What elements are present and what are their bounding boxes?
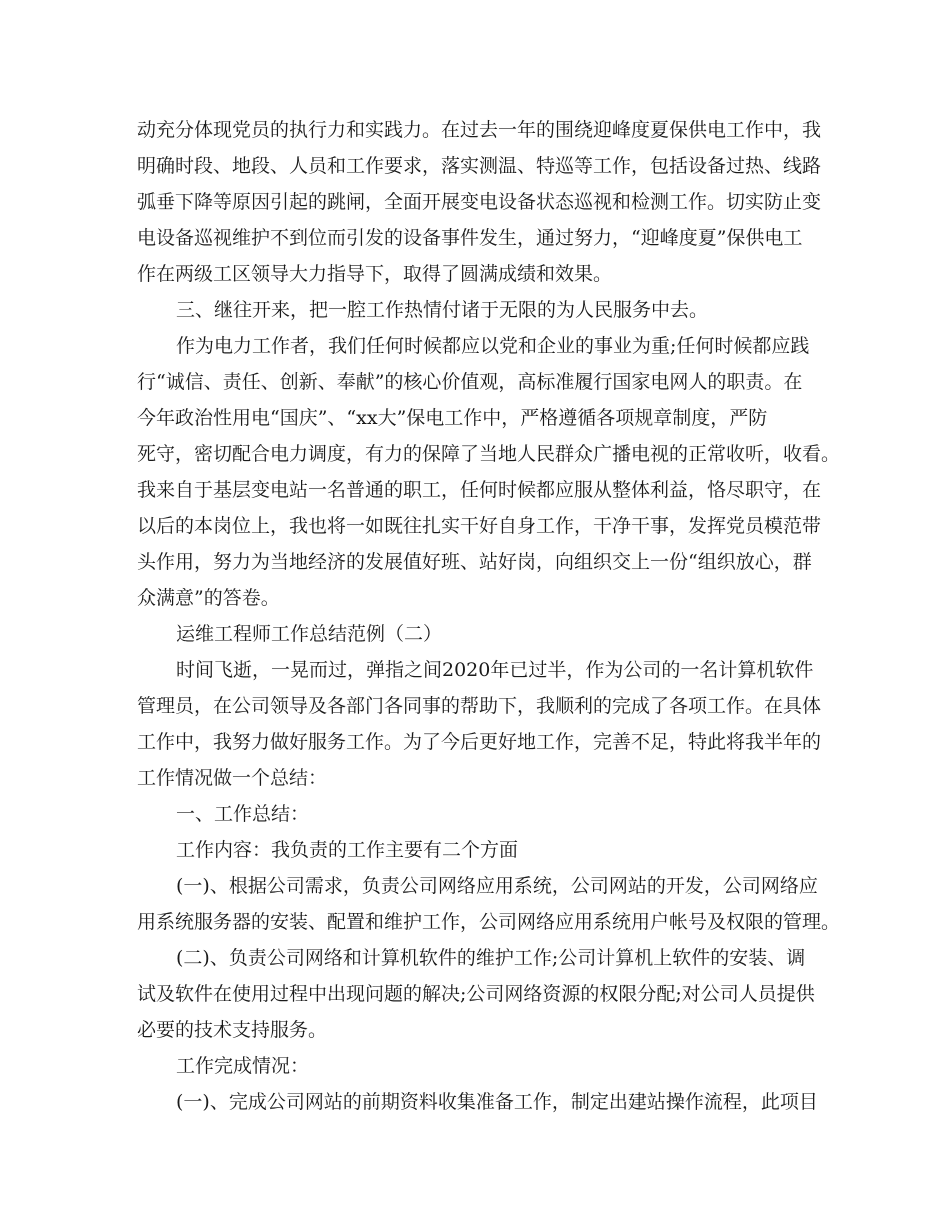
text-line: 用系统服务器的安装、配置和维护工作，公司网络应用系统用户帐号及权限的管理。 [137,911,841,933]
text-line: 电设备巡视维护不到位而引发的设备事件发生，通过努力，“迎峰度夏”保供电工 [137,227,803,249]
text-line: (一)、根据公司需求，负责公司网络应用系统，公司网站的开发，公司网络应 [176,875,818,897]
document-subtitle: 运维工程师工作总结范例（二） [176,623,443,645]
text-line: 必要的技术支持服务。 [137,1019,328,1041]
text-line: 工作内容：我负责的工作主要有二个方面 [176,839,519,861]
text-line: 作为电力工作者，我们任何时候都应以党和企业的事业为重;任何时候都应践 [176,335,810,357]
text-line: 今年政治性用电“国庆”、“xx大”保电工作中，严格遵循各项规章制度，严防 [137,407,768,429]
text-line: 弧垂下降等原因引起的跳闸，全面开展变电设备状态巡视和检测工作。切实防止变 [137,191,822,213]
text-line: 死守，密切配合电力调度，有力的保障了当地人民群众广播电视的正常收听，收看。 [137,443,841,465]
text-line: 试及软件在使用过程中出现问题的解决;公司网络资源的权限分配;对公司人员提供 [137,983,815,1005]
section-heading: 三、继往开来，把一腔工作热情付诸于无限的为人民服务中去。 [176,299,709,321]
text-line: 头作用，努力为当地经济的发展值好班、站好岗，向组织交上一份“组织放心，群 [137,551,812,573]
text-line: 动充分体现党员的执行力和实践力。在过去一年的围绕迎峰度夏保供电工作中，我 [137,119,822,141]
text-line: 众满意”的答卷。 [137,587,280,609]
text-line: 我来自于基层变电站一名普通的职工，任何时候都应服从整体利益，恪尽职守，在 [137,479,822,501]
text-line: 以后的本岗位上，我也将一如既往扎实干好自身工作，干净干事，发挥党员模范带 [137,515,822,537]
section-heading: 一、工作总结： [176,803,310,825]
text-line: 作在两级工区领导大力指导下，取得了圆满成绩和效果。 [137,263,613,285]
text-line: 管理员，在公司领导及各部门各同事的帮助下，我顺利的完成了各项工作。在具体 [137,695,822,717]
text-line: (一)、完成公司网站的前期资料收集准备工作，制定出建站操作流程，此项目 [176,1091,818,1113]
text-line: 时间飞逝，一晃而过，弹指之间2020年已过半，作为公司的一名计算机软件 [176,659,814,681]
section-heading: 工作完成情况： [176,1055,310,1077]
text-line: 工作中，我努力做好服务工作。为了今后更好地工作，完善不足，特此将我半年的 [137,731,822,753]
text-line: (二)、负责公司网络和计算机软件的维护工作;公司计算机上软件的安装、调 [176,947,806,969]
text-line: 工作情况做一个总结： [137,767,328,789]
text-line: 明确时段、地段、人员和工作要求，落实测温、特巡等工作，包括设备过热、线路 [137,155,822,177]
text-line: 行“诚信、责任、创新、奉献”的核心价值观，高标准履行国家电网人的职责。在 [137,371,803,393]
